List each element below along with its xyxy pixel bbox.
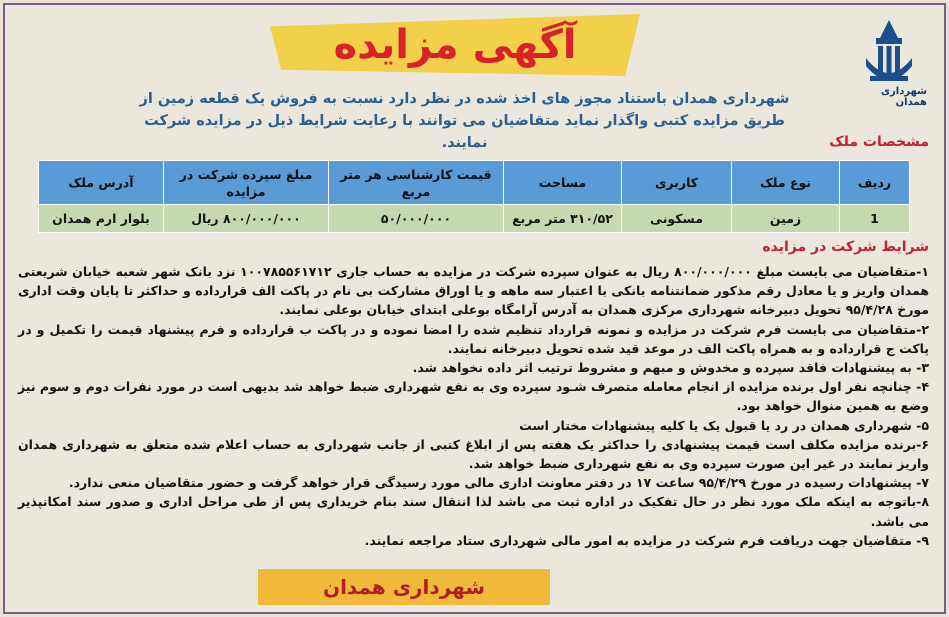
header-expert-price: قیمت کارشناسی هر متر مربع xyxy=(329,161,504,205)
property-table xyxy=(38,160,910,233)
condition-item: ۶-برنده مزایده مکلف است قیمت پیشنهادی را حداکثر یک هفته پس از ابلاغ کتبی از جانب شهرداری به حساب اعلام شده متعلق به شهرداری همدان واریز نمایند در غیر این صورت سپرده وی به نفع شهرداری ضبط خواهد شد. xyxy=(18,436,929,472)
table-header-row xyxy=(39,161,910,205)
condition-item: ۱-متقاضیان می بایست مبلغ ۸۰۰/۰۰۰/۰۰۰ ریال به عنوان سپرده شرکت در مزایده به حساب جاری ۱۰۰۷۸۵۵۶۱۷۱۲ نزد بانک شهر شعبه خیابان شریعتی همدان واریز و یا معادل رقم مذکور ضمانتنامه بانکی با اعتبار سه ماهه و یا اوراق مشارکت بی نام در پاکت الف قرارداده و حداکثر تا پایان وقت اداری مورخ ۹۵/۴/۲۸ تحویل دبیرخانه شهرداری مرکزی همدان به آدرس آرامگاه بوعلی ابتدای خیابان بوعلی نمایند. xyxy=(18,264,930,318)
condition-item: ۴- چنانچه نفر اول برنده مزایده از انجام معامله متصرف شـود سپرده وی به نفع شهرداری ضبط خواهد شد بدیهی است در مورد نفرات دوم و سوم نیز وضع به همین منوال خواهد بود. xyxy=(17,379,929,414)
notice-title: آگهی مزایده xyxy=(333,22,577,68)
conditions-title: شرایط شرکت در مزایده xyxy=(762,239,929,255)
table-row xyxy=(39,205,910,233)
cell-usage: مسکونی xyxy=(622,205,732,233)
tomb-tower-icon xyxy=(860,18,918,84)
cell-area: ۳۱۰/۵۲ متر مربع xyxy=(504,205,622,233)
header-usage: کاربری xyxy=(622,161,732,205)
condition-item: ۵- شهرداری همدان در رد یا قبول یک یا کلیه پیشنهادات مختار است xyxy=(519,417,929,433)
header-address: آدرس ملک xyxy=(39,161,164,205)
header-row-number: ردیف xyxy=(840,161,910,205)
condition-item: ۳- به پیشنهادات فاقد سپرده و مخدوش و مبهم و مشروط ترتیب اثر داده نخواهد شد. xyxy=(412,360,929,376)
cell-property-type: زمین xyxy=(732,205,840,233)
intro-paragraph: شهرداری همدان باستناد مجوز های اخذ شده در نظر دارد نسبت به فروش یک قطعه زمین از طریق مزایده کتبی واگذار نماید متقاضیان می توانند با رعایت شرایط ذیل در مزایده شرکت نمایند. xyxy=(139,91,790,151)
conditions-list xyxy=(18,262,929,550)
logo-text: شهرداری همدان xyxy=(880,86,927,108)
cell-expert-price: ۵۰/۰۰۰/۰۰۰ xyxy=(329,205,504,233)
header-deposit: مبلغ سپرده شرکت در مزایده xyxy=(164,161,329,205)
municipality-logo xyxy=(851,18,927,108)
condition-item: ۷- پیشنهادات رسیده در مورخ ۹۵/۴/۲۹ ساعت ۱۷ در دفتر معاونت اداری مالی مورد رسیدگی قرار خواهد گرفت و حضور متقاضیان منعی ندارد. xyxy=(68,475,929,491)
condition-item: ۲-متقاضیان می بایست فرم شرکت در مزایده و نمونه قرارداد تنظیم شده را امضا نموده و در پاکت ب قرارداده و فرم پیشنهاد قیمت را تکمیل و در پاکت ج قرارداده و به همراه پاکت الف در موعد قید شده تحویل دبیرخانه نمایند. xyxy=(18,321,929,356)
cell-row-number: 1 xyxy=(840,205,910,233)
footer-signature: شهرداری همدان xyxy=(258,569,550,605)
cell-deposit: ۸۰۰/۰۰۰/۰۰۰ ریال xyxy=(164,205,329,233)
condition-item: ۹- متقاضیان جهت دریافت فرم شرکت در مزایده به امور مالی شهرداری ستاد مراجعه نمایند. xyxy=(364,532,929,548)
header-area: مساحت xyxy=(504,161,622,205)
cell-address: بلوار ارم همدان xyxy=(39,205,164,233)
condition-item: ۸-باتوجه به اینکه ملک مورد نظر در حال تفکیک در اداره ثبت می باشد لذا انتقال سند بنام خریداری پس از طی مراحل اداری و صدور سند امکانپذیر می باشد. xyxy=(18,494,929,529)
header-property-type: نوع ملک xyxy=(732,161,840,205)
property-specs-title: مشخصات ملک xyxy=(829,134,929,150)
